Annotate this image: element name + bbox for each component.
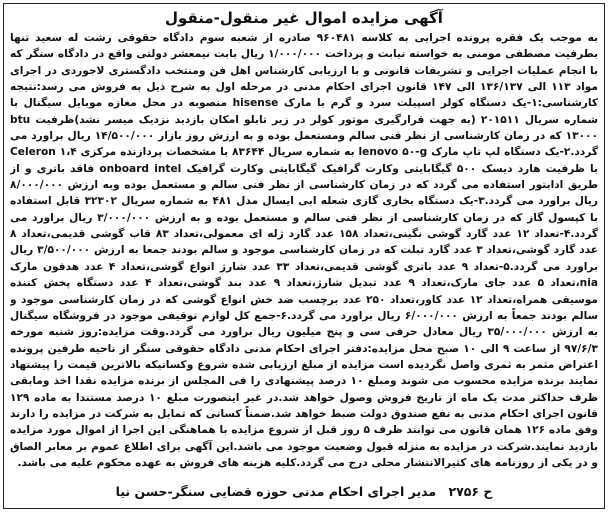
notice-code: ح ۲۷۵۶ [448,484,493,499]
notice-title: آگهی مزایده اموال غیر منقول-منقول [165,9,443,27]
auction-notice [3,3,605,509]
notice-body: به موجب یک فقره پرونده اجرایی به کلاسه ۹۶۰۴۸۱ صادره از شعبه سوم دادگاه حقوقی رشت له سعید تنها بطرفیت مصطفی مومنی به خواسته نیابت و پرداخت ۱/۰۰۰/۰۰۰ ریال بابت نیمعشر دولتی واقع در دادگاه سنگر که با انجام عملیات اجرایی و تشریفات قانونی و با ارزیابی کارشناس اهل فن ومنتخب دادگستری لاجوردی در اجرای مواد ۱۱۳ الی ۱۳۶/۱۳۷ الی ۱۴۷ قانون اجرای احکام مدنی در مرحله اول به شرح ذیل به فروش می رسد:نتیجه کارشناسی:۱-یک دستگاه کولر اسپیلت سرد و گرم با مارک hisense منصوبه در محل مغازه موبایل سیگنال با شماره سریال ۲۰۱۵۱۱ (به جهت قرارگیری موتور کولر در زیر تابلو امکان بازدید نزدیک میسر نشد)ظرفیت btu ۱۳۰۰۰ که در زمان کارشناسی از نظر فنی سالم ومستعمل بوده و به ارزش روز بازار ۱۴/۵۰۰/۰۰۰ ریال براورد می گردد.۲-یک دستگاه لپ تاپ مارک lenovo ۵۰-g به شماره سریال ۸۳۶۴۴ با مشخصات پردازنده مرکزی Celeron ۱،۴ با ظرفیت هارد دیسک ۵۰۰ گیگابایتی وکارت گرافیک گیگابایتی وکارت گرافیک onboard intel فاقد باتری و از طریق ادابتور استفاده می گردد که در زمان کارشناسی از نظر فنی سالم و مستعمل بوده وبه ارزش ۸/۰۰۰/۰۰۰ ریال براورد می گردد.۳-یک دستگاه بخاری گازی شعله ابی ایسال مدل ۴۸۱ به شماره سریال ۳۲۳۰۲ قابل استفاده با کپسول گاز که در زمان کارشناسی از نظر فنی سالم و مستعمل بوده و به ارزش ۳/۰۰۰/۰۰۰ ریال براورد می گردد.۴-تعداد ۱۲ عدد گارد گوشی نگینی،تعداد ۱۵۸ عدد گارد ژله ای معمولی،تعداد ۸۳ قاب گوشی قدیمی،تعداد ۸ عدد گارد گوشی،تعداد ۳ عدد گارد تبلت که در زمان کارشناسی موجود و سالم بودند جمعا به ارزش ۳/۵۰۰/۰۰۰ ریال براورد می گردد.۵-تعداد ۹ عدد باتری گوشی قدیمی،تعداد ۳۳ عدد شارژ انواع گوشی،تعداد ۴ عدد هدفون مارک nia،تعداد ۵ عدد جای مارک،تعداد ۹ عدد تبدیل شارژ،تعداد ۹ عدد بند گوشی،تعداد ۴ عدد دستگاه پخش کننده موسیقی همراه،تعداد ۱۲ عدد کاور،تعداد ۲۵۰ عدد برچسب ضد خش انواع گوشی که در زمان کارشناسی موجود و سالم بودند جمعاً به ارزش ۶/۰۰۰/۰۰۰ ریال براورد می گردد.۶-جمع کل لوازم توقیفی موجود در فروشگاه سیگنال به ارزش ۳۵/۰۰۰/۰۰۰ ریال معادل حرفی سی و پنج میلیون ریال براورد می گردد.وقت مزایده:روز شنبه مورخه ۹۷/۶/۳ از ساعت ۹ الی ۱۰ صبح محل مزایده:دفتر اجرای احکام مدنی دادگاه حقوقی سنگر از ناحیه طرفین پرونده اعتراض مثمر به ثمری واصل نگردیده است مزایده از مبلغ ارزیابی شده شروع وکسانیکه بالاترین قیمت را پیشنهاد نمایند برنده مزایده محسوب می شوند ومبلغ ۱۰ درصد پیشنهادی را فی المجلس از برنده مزایده نقدا اخذ ومابقی ظرف حداکثر مدت یک ماه از تاریخ فروش وصول خواهد شد.در غیر اینصورت مبلغ ۱۰ درصد مستندا به ماده ۱۲۹ قانون اجرای احکام مدنی به نفع صندوق دولت ضبط خواهد شد.ضمناً کسانی که تمایل به شرکت در مزایده را دارند وفق ماده ۱۲۶ همان قانون می توانند ظرف ۵ روز قبل از شروع مزایده با هماهنگی این اجرا از اموال مورد مزایده بازدید نمایند.شرکت در مزایده به منزله قبول وضعیت موجود می باشد.این آگهی برای اطلاع عموم بر معابر الصاق و در یکی از روزنامه های کثیرالانتشار محلی درج می گردد.کلیه هزینه های فروش به عهده محکوم علیه می باشد. [10,32,598,469]
notice-signature: مدیر اجرای احکام مدنی حوزه قضایی سنگر-حسن نیا [115,484,437,499]
notice-footer [4,480,604,504]
